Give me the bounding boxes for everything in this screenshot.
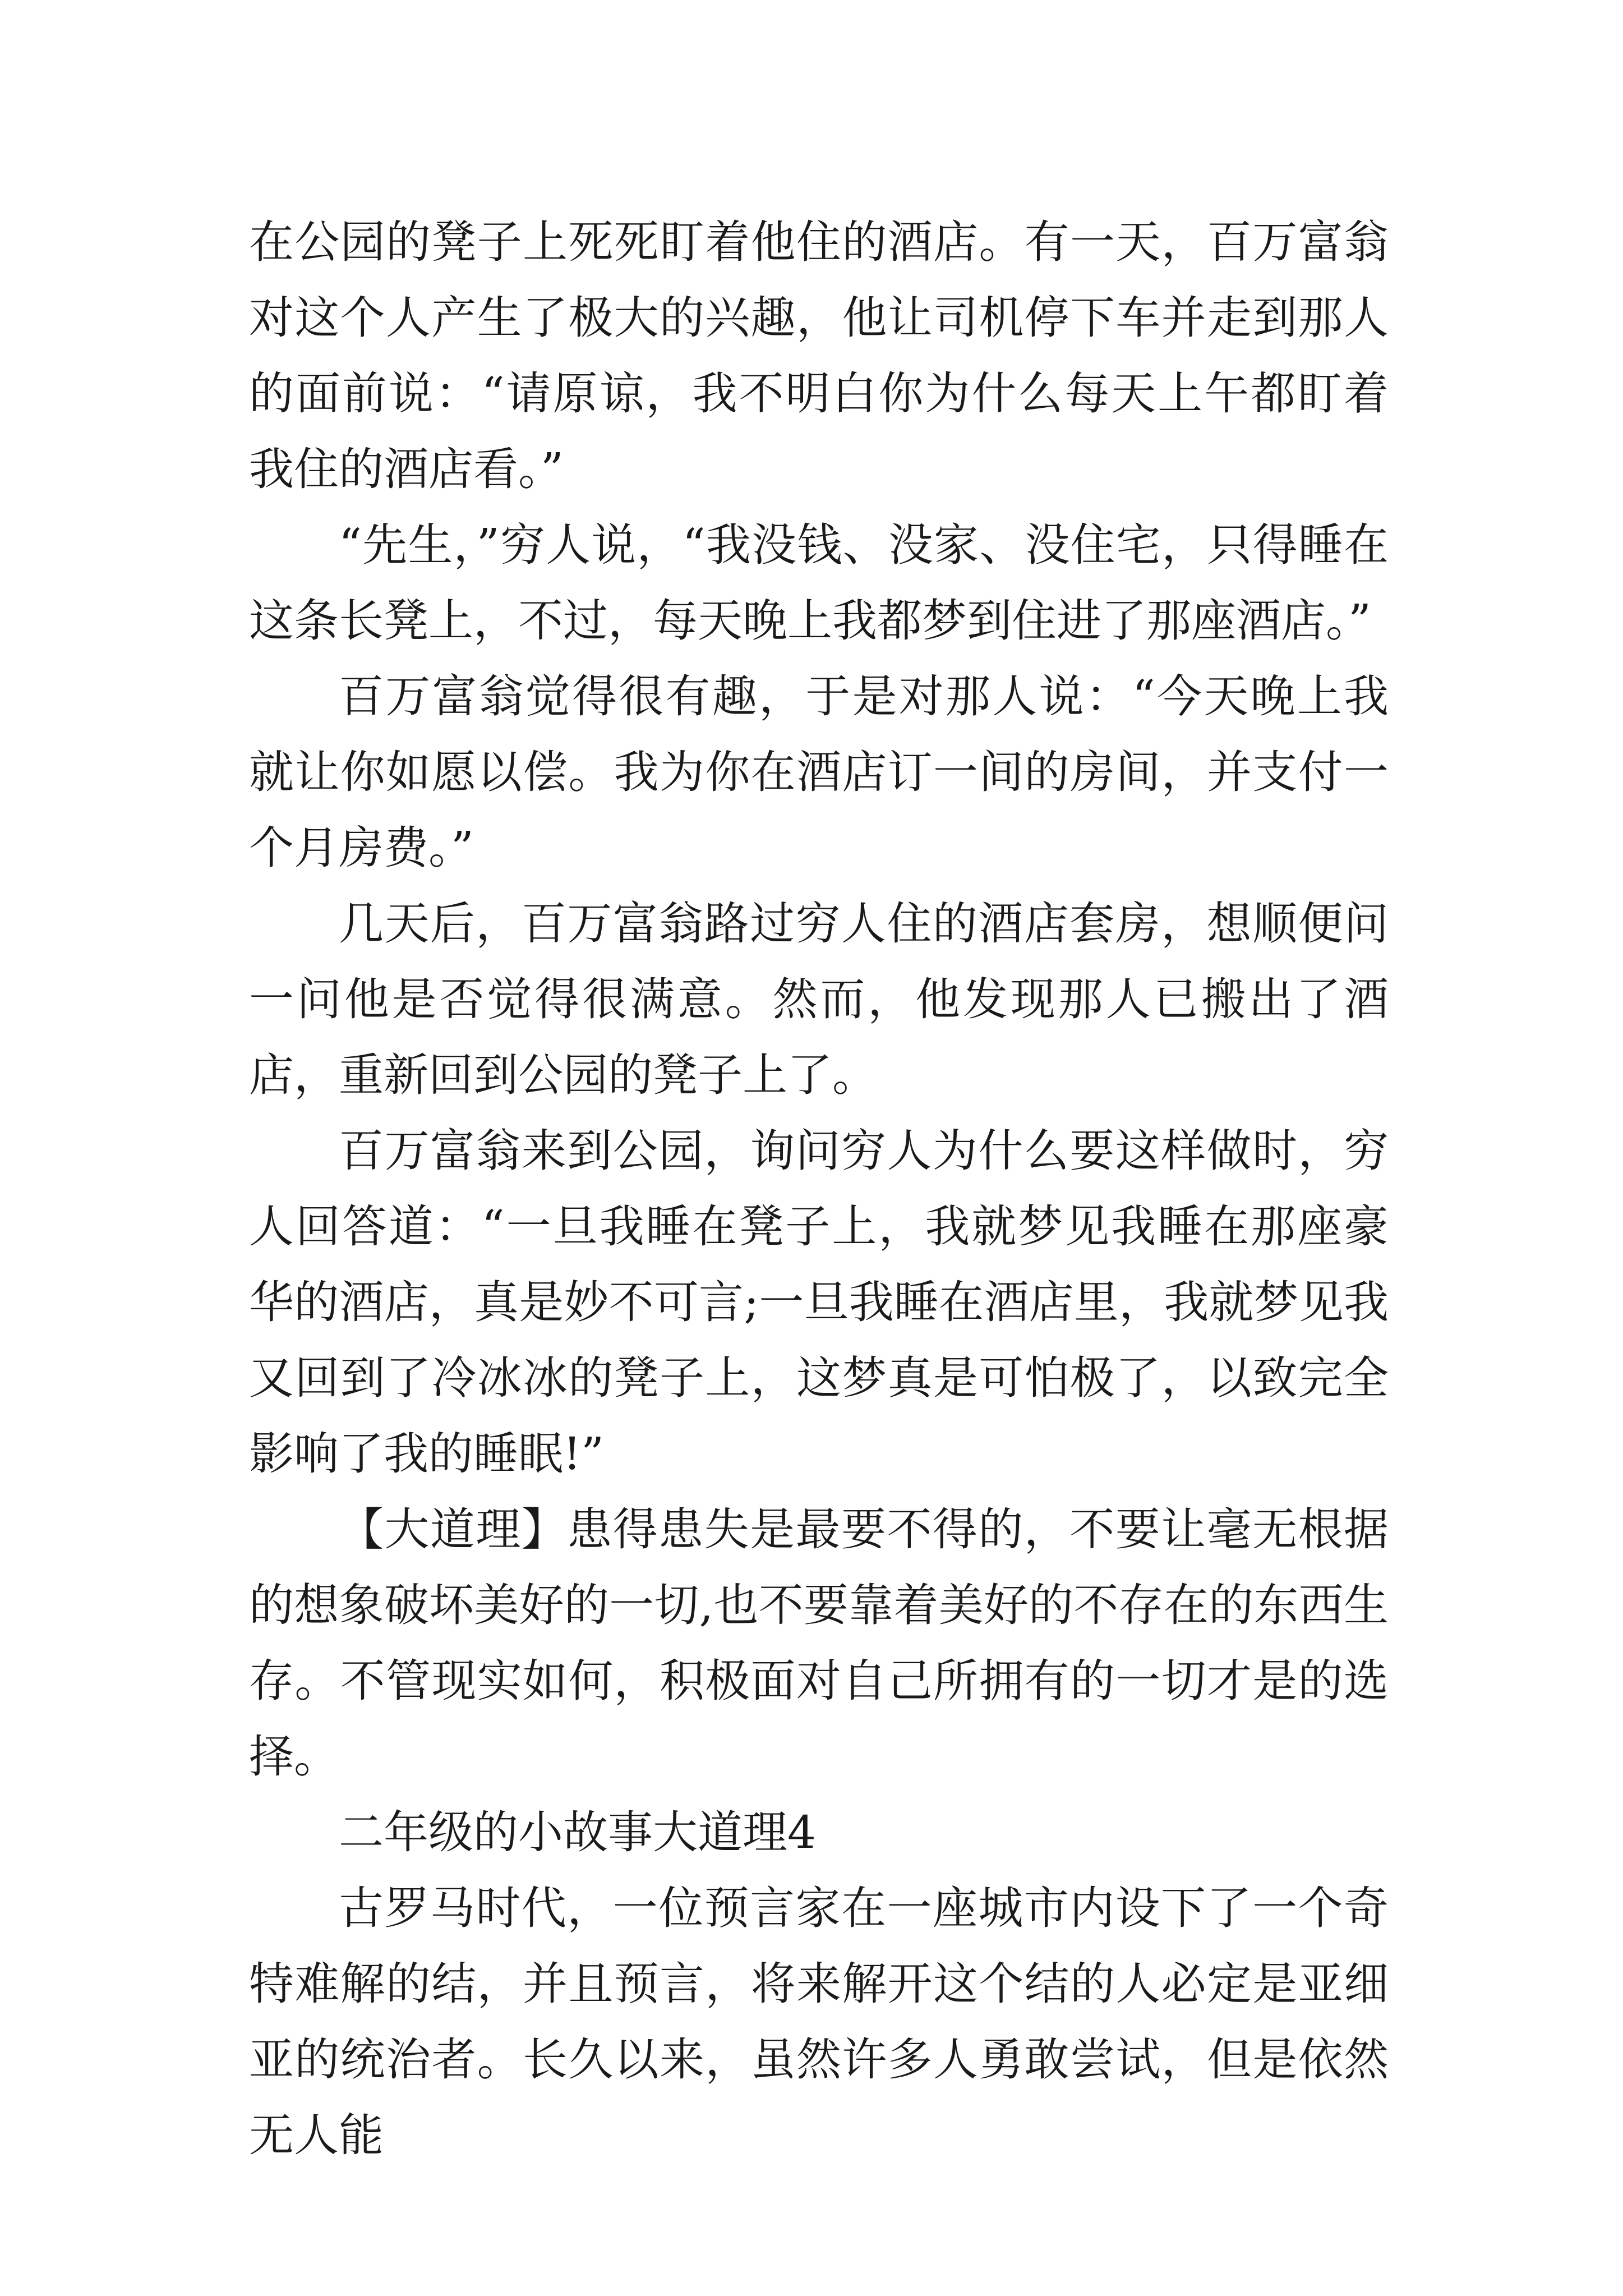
- paragraph: 百万富翁觉得很有趣，于是对那人说：“今天晚上我就让你如愿以偿。我为你在酒店订一间的房间，并支付一个月房费。”: [249, 670, 1389, 874]
- paragraph: 几天后，百万富翁路过穷人住的酒店套房，想顺便问一问他是否觉得很满意。然而，他发现那人已搬出了酒店，重新回到公园的凳子上了。: [249, 898, 1389, 1101]
- paragraph: 百万富翁来到公园，询问穷人为什么要这样做时，穷人回答道：“一旦我睡在凳子上，我就梦见我睡在那座豪华的酒店，真是妙不可言;一旦我睡在酒店里，我就梦见我又回到了冷冰冰的凳子上，这梦真是可怕极了，以致完全影响了我的睡眠!”: [249, 1125, 1389, 1480]
- paragraph-dialogue: “先生，”穷人说，“我没钱、没家、没住宅，只得睡在这条长凳上，不过，每天晚上我都梦到住进了那座酒店。”: [249, 519, 1389, 647]
- document-body: [249, 204, 1389, 2173]
- paragraph: 古罗马时代，一位预言家在一座城市内设下了一个奇特难解的结，并且预言，将来解开这个结的人必定是亚细亚的统治者。长久以来，虽然许多人勇敢尝试，但是依然无人能: [249, 1882, 1389, 2161]
- section-title: 二年级的小故事大道理4: [339, 1806, 816, 1858]
- paragraph-continuation: 在公园的凳子上死死盯着他住的酒店。有一天，百万富翁对这个人产生了极大的兴趣，他让司机停下车并走到那人的面前说：“请原谅，我不明白你为什么每天上午都盯着我住的酒店看。”: [249, 216, 1389, 495]
- paragraph-moral: 【大道理】患得患失是最要不得的，不要让毫无根据的想象破坏美好的一切,也不要靠着美好的不存在的东西生存。不管现实如何，积极面对自己所拥有的一切才是的选择。: [249, 1503, 1389, 1783]
